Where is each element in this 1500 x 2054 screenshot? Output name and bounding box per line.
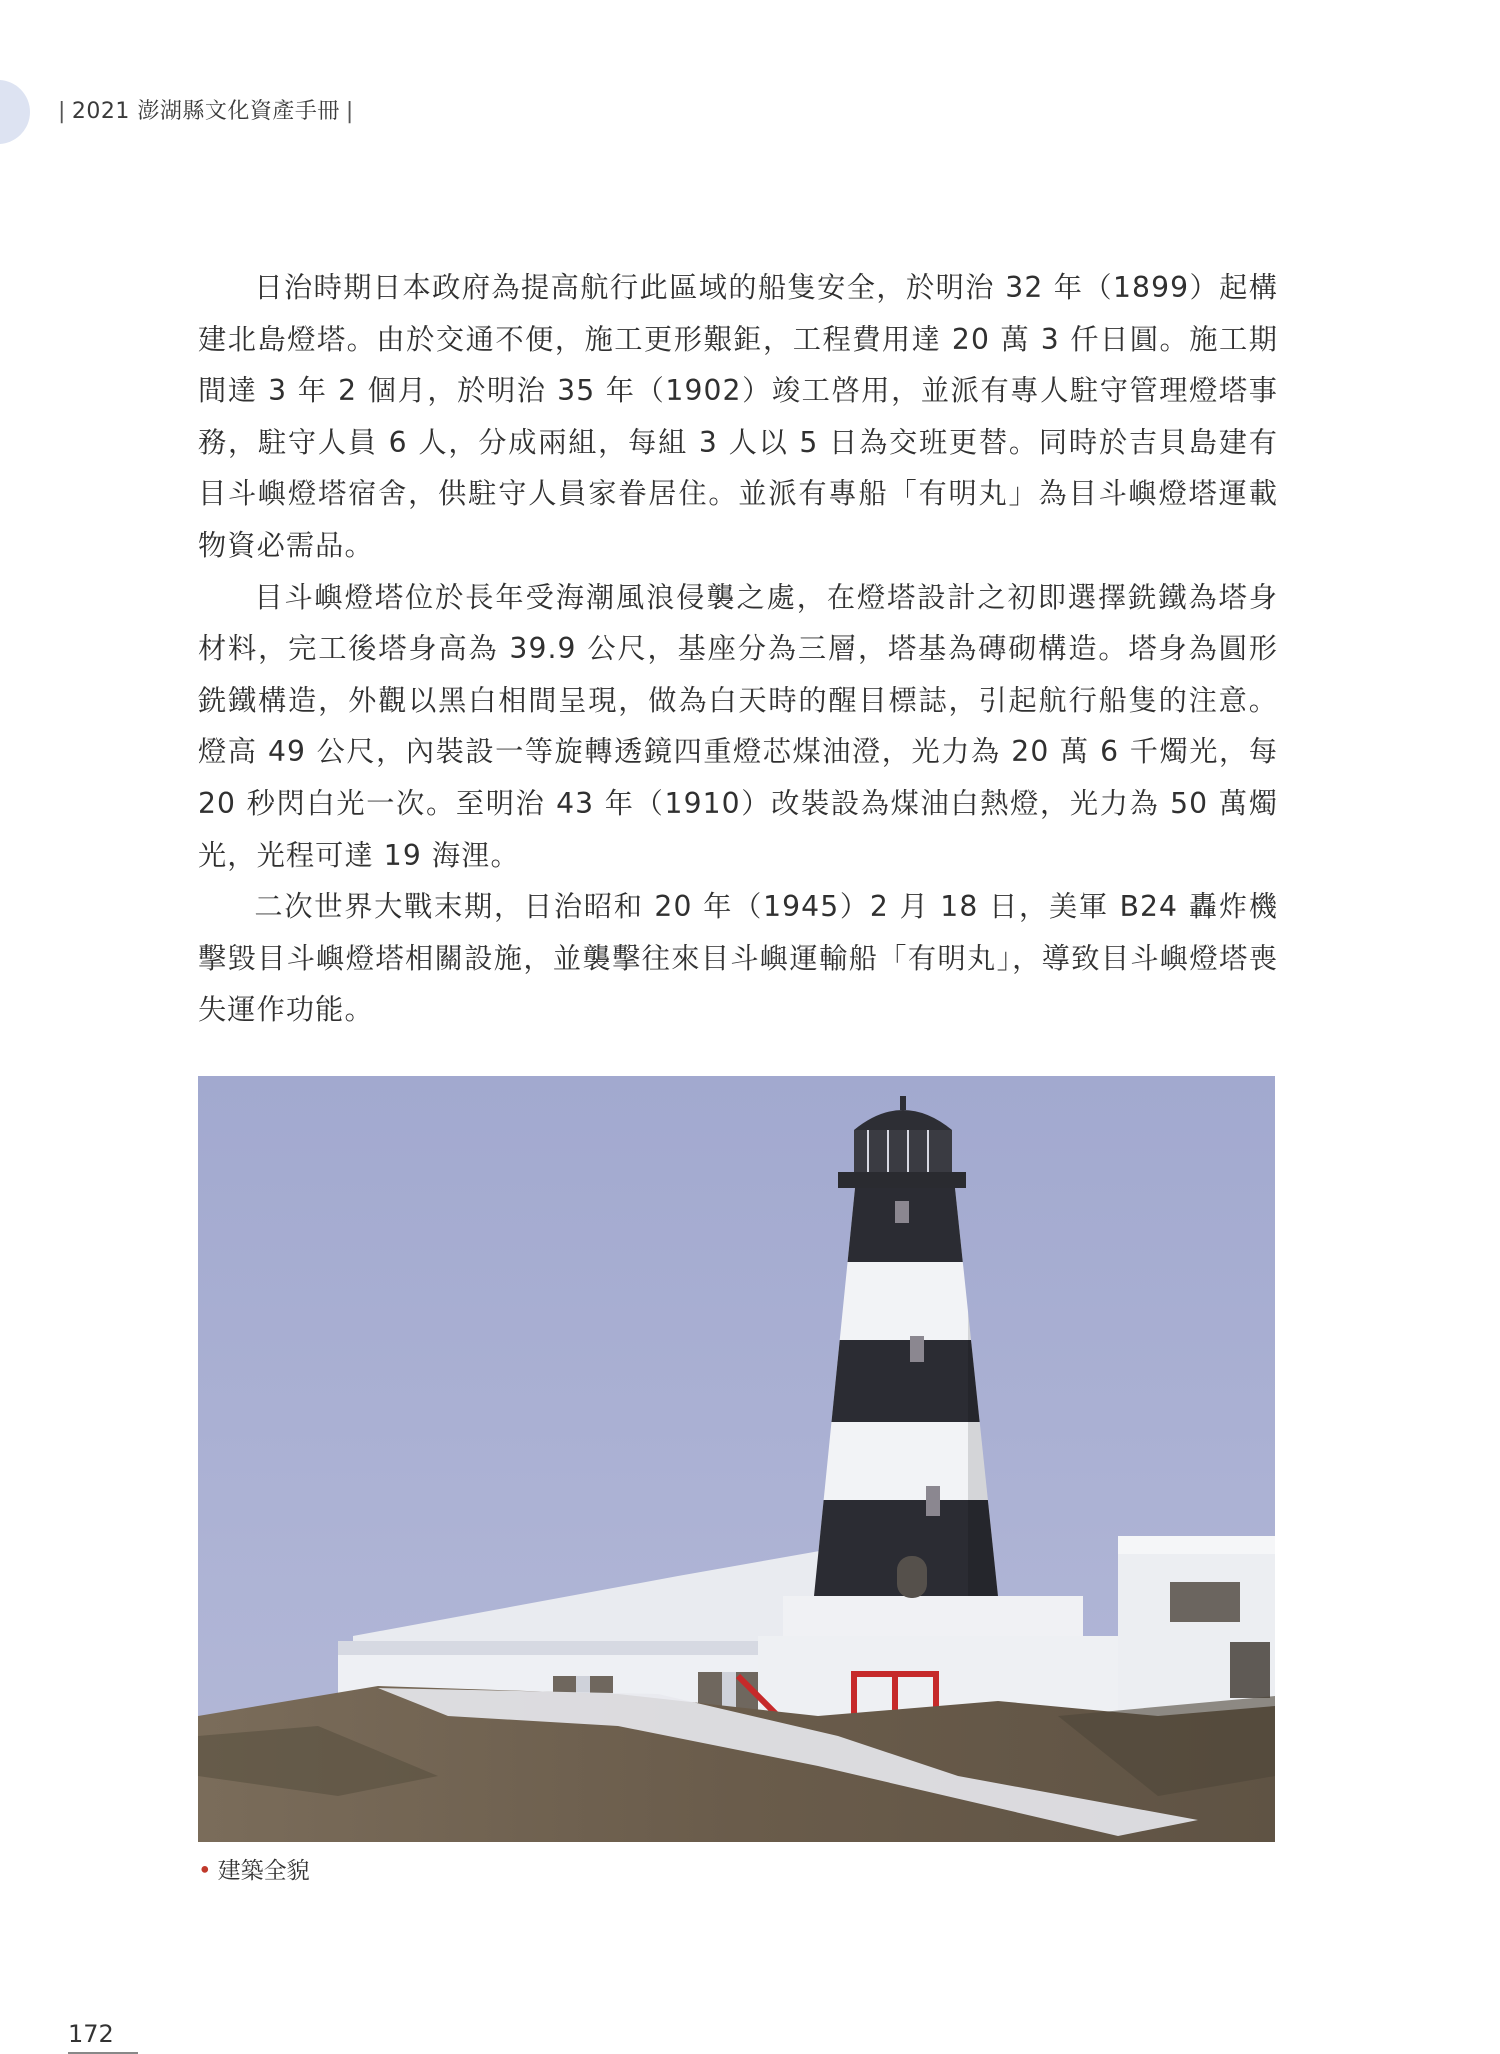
header-divider-left: | [58,99,66,124]
paragraph: 日治時期日本政府為提高航行此區域的船隻安全，於明治 32 年（1899）起構建北島燈塔。由於交通不便，施工更形艱鉅，工程費用達 20 萬 3 仟日圓。施工期間達 3 年 2 個月，於明治 35 年（1902）竣工啓用，並派有專人駐守管理燈塔事務，駐守人員 6 人，分成兩組，每組 3 人以 5 日為交班更替。同時於吉貝島建有目斗嶼燈塔宿舍，供駐守人員家眷居住。並派有專船「有明丸」為目斗嶼燈塔運載物資必需品。 [198,271,1278,562]
running-header [52,94,360,125]
caption-bullet-icon: • [198,1858,212,1884]
lighthouse-photo [198,1076,1275,1842]
lantern-gallery [838,1172,966,1188]
lighthouse-illustration [198,1076,1275,1842]
corner-tab [0,80,30,144]
running-title: 2021 澎湖縣文化資產手冊 [71,99,340,124]
page-number: 172 [68,2020,114,2048]
caption-text: 建築全貌 [217,1858,310,1884]
body-text [198,262,1278,1036]
header-divider-right: | [345,99,354,124]
figure-caption [198,1852,310,1885]
paragraph: 目斗嶼燈塔位於長年受海潮風浪侵襲之處，在燈塔設計之初即選擇銑鐵為塔身材料，完工後塔身高為 39.9 公尺，基座分為三層，塔基為磚砌構造。塔身為圓形銑鐵構造，外觀以黑白相間呈現，做為白天時的醒目標誌，引起航行船隻的注意。燈高 49 公尺，內裝設一等旋轉透鏡四重燈芯煤油澄，光力為 20 萬 6 千燭光，每 20 秒閃白光一次。至明治 43 年（1910）改裝設為煤油白熱燈，光力為 50 萬燭光，光程可達 19 海浬。 [198,580,1278,872]
paragraph: 二次世界大戰末期，日治昭和 20 年（1945）2 月 18 日，美軍 B24 轟炸機擊毀目斗嶼燈塔相關設施，並襲擊往來目斗嶼運輸船「有明丸」，導致目斗嶼燈塔喪失運作功能。 [198,890,1278,1027]
